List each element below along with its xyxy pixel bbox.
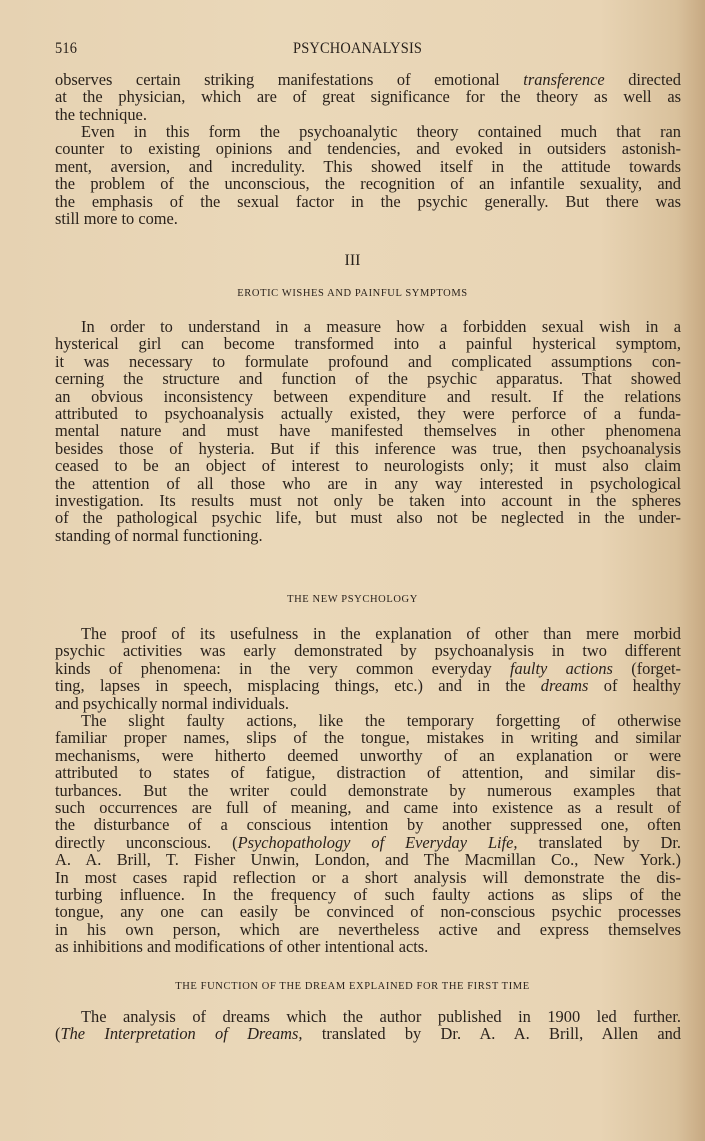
text-line <box>55 677 681 694</box>
paragraph <box>55 625 681 712</box>
text-segment: turbing influence. In the frequency of such faulty actions as slips of the <box>55 884 681 904</box>
text-segment: counter to existing opinions and tendencies, and evoked in outsiders astonish- <box>55 139 681 159</box>
text-line <box>55 782 681 799</box>
text-line <box>55 869 681 886</box>
text-line <box>55 140 681 157</box>
text-segment: cerning the structure and function of the psychic apparatus. That showed <box>55 369 681 389</box>
text-line <box>55 353 681 370</box>
text-line <box>55 642 681 659</box>
page-number: 516 <box>55 40 78 57</box>
text-segment: the problem of the unconscious, the recognition of an infantile sexuality, and <box>55 174 681 194</box>
text-line <box>55 210 681 227</box>
text-segment: attributed to psychoanalysis actually existed, they were perforce of a funda- <box>55 403 681 423</box>
section-heading: EROTIC WISHES AND PAINFUL SYMPTOMS <box>237 288 468 299</box>
text-segment: at the physician, which are of great significance for the theory as well as <box>55 87 681 107</box>
text-segment: directed <box>604 70 681 89</box>
text-line <box>55 106 681 123</box>
text-segment: directly unconscious. ( <box>55 832 238 852</box>
text-line <box>55 318 681 335</box>
text-segment: ceased to be an object of interest to neurologists only; it must also claim <box>55 456 681 476</box>
text-segment: an obvious inconsistency between expenditure and result. If the relations <box>55 386 681 406</box>
text-segment: hysterical girl can become transformed into a painful hysterical symptom, <box>55 334 681 354</box>
text-segment: Even in this form the psychoanalytic theory contained much that ran <box>81 122 681 141</box>
text-segment: standing of normal functioning. <box>55 525 263 545</box>
text-line <box>55 747 681 764</box>
section-heading: THE FUNCTION OF THE DREAM EXPLAINED FOR THE FIRST TIME <box>175 981 530 992</box>
text-segment: the disturbance of a conscious intention by another suppressed one, often <box>55 815 681 835</box>
text-segment: investigation. Its results must not only be taken into account in the spheres <box>55 490 681 510</box>
text-line <box>55 903 681 920</box>
text-segment: The slight faulty actions, like the temporary forgetting of otherwise <box>81 711 681 730</box>
section-numeral: III <box>344 252 361 269</box>
text-segment: A. A. Brill, T. Fisher Unwin, London, and The Macmillan Co., New York.) <box>55 850 681 870</box>
text-line <box>55 729 681 746</box>
text-segment: (forget- <box>612 658 681 678</box>
text-line <box>55 88 681 105</box>
italic-text: The Interpretation of Dreams, <box>60 1024 303 1044</box>
text-segment: ( <box>55 1024 61 1044</box>
text-segment: observes certain striking manifestations of emotional <box>55 70 524 89</box>
text-line <box>55 193 681 210</box>
paragraph <box>55 712 681 955</box>
text-line <box>55 695 681 712</box>
italic-text: transference <box>523 70 605 89</box>
section-heading: THE NEW PSYCHOLOGY <box>287 594 418 605</box>
text-segment: as inhibitions and modifications of other intentional acts. <box>55 937 429 957</box>
text-line <box>55 71 681 88</box>
text-segment: it was necessary to formulate profound and complicated assumptions con- <box>55 351 681 371</box>
text-line <box>55 1008 681 1025</box>
text-segment: kinds of phenomena: in the very common everyday <box>55 658 510 678</box>
text-segment: ting, lapses in speech, misplacing things, etc.) and in the <box>55 676 541 696</box>
text-line <box>55 175 681 192</box>
text-line <box>55 834 681 851</box>
running-title: PSYCHOANALYSIS <box>293 40 423 57</box>
text-segment: still more to come. <box>55 208 178 228</box>
paragraph <box>55 318 681 544</box>
text-line <box>55 1025 681 1042</box>
text-segment: tongue, any one can easily be convinced of non-conscious psychic processes <box>55 902 681 922</box>
text-segment: The proof of its usefulness in the explanation of other than mere morbid <box>81 624 681 643</box>
text-line <box>55 921 681 938</box>
text-segment: the technique. <box>55 104 147 124</box>
text-line <box>55 422 681 439</box>
text-line <box>55 475 681 492</box>
text-line <box>55 799 681 816</box>
text-segment: and psychically normal individuals. <box>55 693 289 713</box>
text-segment: mental nature and must have manifested themselves in other phenomena <box>55 421 681 441</box>
italic-text: faulty actions <box>509 658 613 678</box>
paragraph <box>55 71 681 123</box>
text-segment: mechanisms, were hitherto deemed unworthy of an explanation or were <box>55 745 681 765</box>
text-line <box>55 440 681 457</box>
text-line <box>55 158 681 175</box>
text-line <box>55 712 681 729</box>
text-segment: turbances. But the writer could demonstrate by numerous examples that <box>55 780 681 800</box>
text-line <box>55 886 681 903</box>
text-line <box>55 405 681 422</box>
text-line <box>55 938 681 955</box>
text-line <box>55 335 681 352</box>
text-segment: In order to understand in a measure how a forbidden sexual wish in a <box>81 317 681 336</box>
paragraph <box>55 123 681 227</box>
text-line <box>55 509 681 526</box>
text-line <box>55 123 681 140</box>
text-segment: translated by Dr. A. A. Brill, Allen and <box>302 1024 681 1044</box>
text-segment: ment, aversion, and incredulity. This showed itself in the attitude towards <box>55 156 681 176</box>
text-segment: of the pathological psychic life, but must also not be neglected in the under- <box>55 508 681 528</box>
text-segment: The analysis of dreams which the author published in 1900 led further. <box>81 1007 681 1026</box>
text-segment: psychic activities was early demonstrated by psychoanalysis in two different <box>55 641 681 661</box>
text-line <box>55 816 681 833</box>
text-segment: translated by Dr. <box>517 832 681 852</box>
text-segment: familiar proper names, slips of the tongue, mistakes in writing and similar <box>55 728 681 748</box>
text-line <box>55 764 681 781</box>
text-line <box>55 388 681 405</box>
text-segment: of healthy <box>588 676 681 696</box>
text-segment: In most cases rapid reflection or a short analysis will demonstrate the dis- <box>55 867 681 887</box>
text-line <box>55 660 681 677</box>
text-line <box>55 492 681 509</box>
italic-text: Psychopathology of Everyday Life, <box>237 832 518 852</box>
text-segment: in his own person, which are nevertheless active and express themselves <box>55 919 681 939</box>
text-segment: the emphasis of the sexual factor in the psychic generally. But there was <box>55 191 681 211</box>
paragraph <box>55 1008 681 1043</box>
text-segment: attributed to states of fatigue, distraction of attention, and similar dis- <box>55 763 681 783</box>
italic-text: dreams <box>540 676 589 696</box>
text-line <box>55 370 681 387</box>
text-line <box>55 527 681 544</box>
text-segment: such occurrences are full of meaning, and came into existence as a result of <box>55 797 681 817</box>
text-line <box>55 457 681 474</box>
text-segment: besides those of hysteria. But if this inference was true, then psychoanalysis <box>55 438 681 458</box>
text-line <box>55 625 681 642</box>
text-line <box>55 851 681 868</box>
text-segment: the attention of all those who are in any way interested in psychological <box>55 473 681 493</box>
